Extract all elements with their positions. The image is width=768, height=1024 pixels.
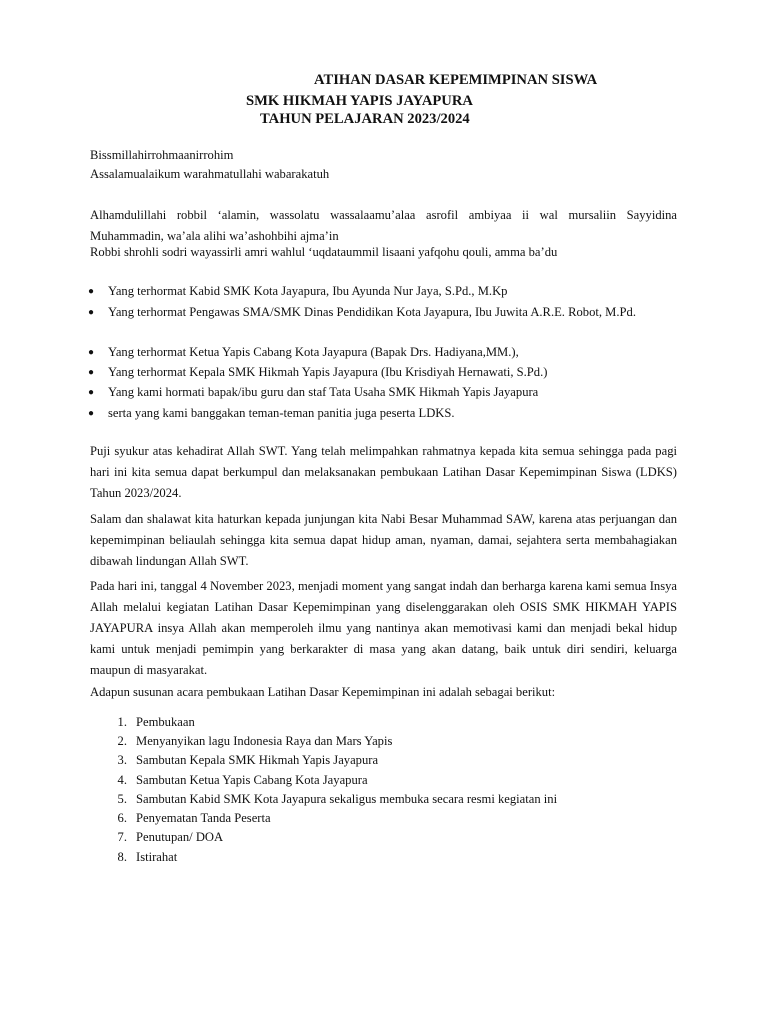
basmala-line: Bissmillahirrohmaanirrohim [90, 148, 234, 162]
agenda-item: Menyanyikan lagu Indonesia Raya dan Mars Yapis [136, 734, 393, 748]
agenda-number: 4. [117, 773, 127, 787]
agenda-number: 7. [117, 830, 127, 844]
bullet-icon: ● [88, 347, 95, 358]
agenda-number: 2. [117, 734, 127, 748]
agenda-item: Sambutan Kabid SMK Kota Jayapura sekaligus membuka secara resmi kegiatan ini [136, 792, 558, 806]
agenda-item: Pembukaan [136, 715, 195, 729]
list-item: Yang terhormat Ketua Yapis Cabang Kota Jayapura (Bapak Drs. Hadiyana,MM.), [108, 345, 519, 359]
agenda-intro: Adapun susunan acara pembukaan Latihan Dasar Kepemimpinan ini adalah sebagai berikut: [90, 685, 556, 699]
document-title-line-1: ATIHAN DASAR KEPEMIMPINAN SISWA [314, 72, 598, 88]
list-item: Yang terhormat Kepala SMK Hikmah Yapis Jayapura (Ibu Krisdiyah Hernawati, S.Pd.) [108, 365, 548, 379]
body-paragraph-3: Pada hari ini, tanggal 4 November 2023, menjadi moment yang sangat indah dan berharga karena kami semua Insya Allah melalui kegiatan Latihan Dasar Kepemimpinan yang diselenggarakan oleh OSIS SMK HIKMAH YAPIS JAYAPURA insya Allah akan memperoleh ilmu yang nantinya akan memotivasi kami dan menjadi bekal hidup kami untuk menjadi pemimpin yang berkarakter di masa yang akan datang, baik untuk diri sendiri, keluarga maupun di masyarakat. [90, 579, 677, 677]
list-item: Yang terhormat Kabid SMK Kota Jayapura, Ibu Ayunda Nur Jaya, S.Pd., M.Kp [108, 284, 508, 298]
bullet-icon: ● [88, 387, 95, 398]
agenda-item: Sambutan Kepala SMK Hikmah Yapis Jayapura [136, 753, 379, 767]
agenda-item: Penutupan/ DOA [136, 830, 224, 844]
agenda-item: Sambutan Ketua Yapis Cabang Kota Jayapura [136, 773, 368, 787]
document-title-line-3: TAHUN PELAJARAN 2023/2024 [260, 111, 470, 127]
bullet-icon: ● [88, 307, 95, 318]
salam-line: Assalamualaikum warahmatullahi wabarakatuh [90, 167, 330, 181]
list-item: serta yang kami banggakan teman-teman panitia juga peserta LDKS. [108, 406, 455, 420]
body-paragraph-2: Salam dan shalawat kita haturkan kepada junjungan kita Nabi Besar Muhammad SAW, karena atas perjuangan dan kepemimpinan beliaulah sehingga kita semua dapat hidup aman, nyaman, damai, sejahtera serta membahagiakan dibawah lindungan Allah SWT. [90, 512, 677, 568]
opening-paragraph: Alhamdulillahi robbil ‘alamin, wassolatu wassalaamu’alaa asrofil ambiyaa ii wal mursaliin Sayyidina Muhammadin, wa’ala alihi wa’ashohbihi ajma’in [90, 208, 677, 243]
list-item: Yang kami hormati bapak/ibu guru dan staf Tata Usaha SMK Hikmah Yapis Jayapura [108, 385, 539, 399]
agenda-number: 1. [117, 715, 127, 729]
agenda-item: Penyematan Tanda Peserta [136, 811, 271, 825]
opening-prayer-line: Robbi shrohli sodri wayassirli amri wahlul ‘uqdataummil lisaani yafqohu qouli, amma ba’du [90, 245, 558, 259]
body-paragraph-1: Puji syukur atas kehadirat Allah SWT. Yang telah melimpahkan rahmatnya kepada kita semua sehingga pada pagi hari ini kita semua dapat berkumpul dan melaksanakan pembukaan Latihan Dasar Kepemimpinan Siswa (LDKS) Tahun 2023/2024. [90, 444, 677, 500]
agenda-item: Istirahat [136, 850, 178, 864]
document-title-line-2: SMK HIKMAH YAPIS JAYAPURA [246, 93, 473, 109]
bullet-icon: ● [88, 408, 95, 419]
agenda-number: 8. [117, 850, 127, 864]
agenda-number: 5. [117, 792, 127, 806]
agenda-number: 3. [117, 753, 127, 767]
list-item: Yang terhormat Pengawas SMA/SMK Dinas Pendidikan Kota Jayapura, Ibu Juwita A.R.E. Robot, M.Pd. [108, 305, 636, 319]
bullet-icon: ● [88, 367, 95, 378]
bullet-icon: ● [88, 286, 95, 297]
agenda-number: 6. [117, 811, 127, 825]
